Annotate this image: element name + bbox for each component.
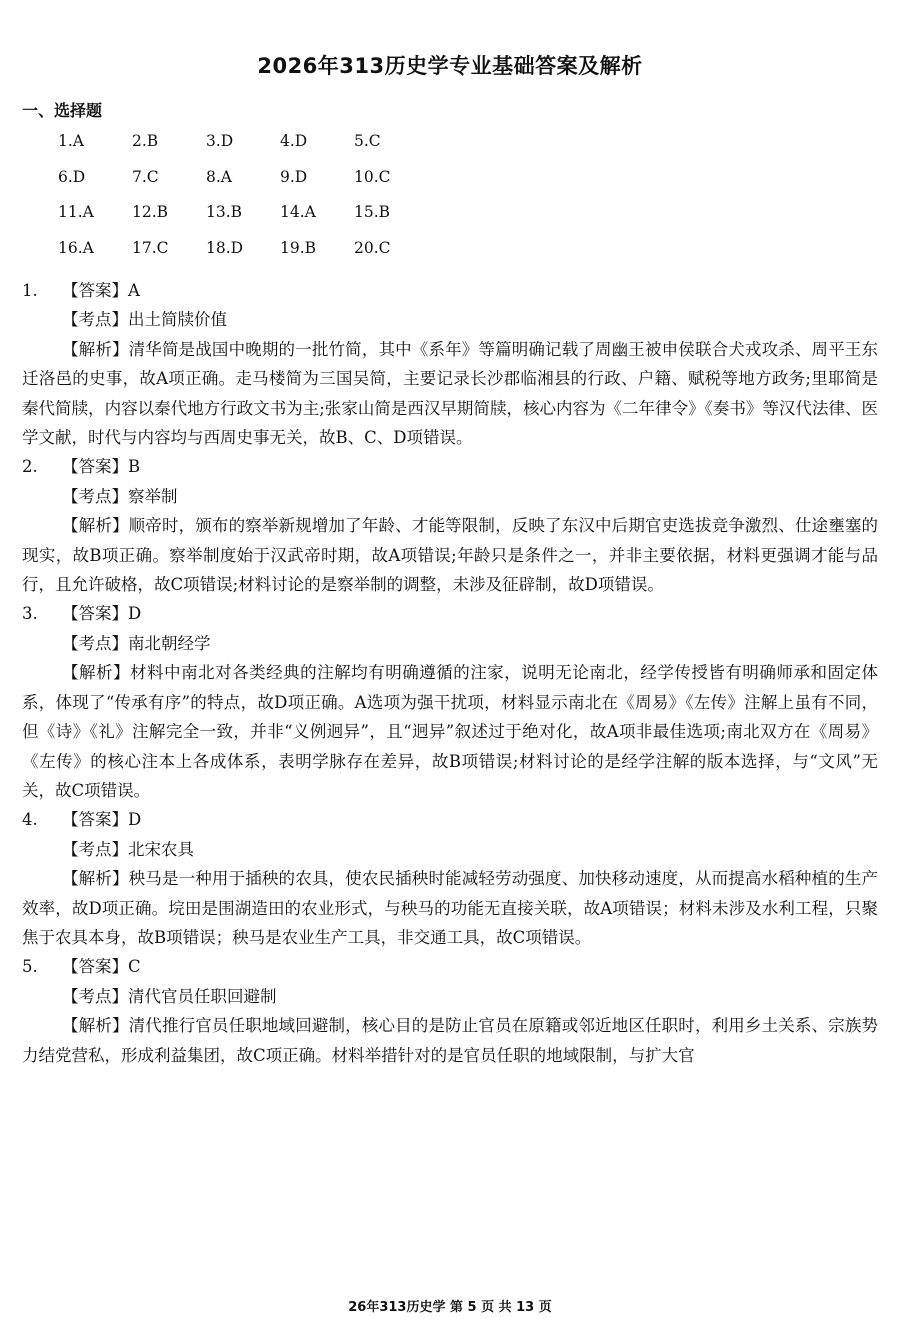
analysis-paragraph: 【解析】顺帝时，颁布的察举新规增加了年龄、才能等限制，反映了东汉中后期官吏选拔竞争激烈、仕途壅塞的现实，故B项正确。察举制度始于汉武帝时期，故A项错误;年龄只是条件之一，并非主要依据，材料更强调才能与品行，且允许破格，故C项错误;材料讨论的是察举制的调整，未涉及征辟制，故D项错误。 [22, 516, 878, 595]
answer-item: 8.A [206, 167, 232, 186]
answer-item: 18.D [206, 238, 244, 257]
exam-point: 【考点】出土简牍价值 [62, 310, 227, 330]
question-answer-line [22, 276, 878, 305]
question-answer-line [22, 452, 878, 481]
question-number: 1. [22, 281, 38, 300]
exam-point: 【考点】北宋农具 [62, 839, 194, 859]
answer-item: 5.C [354, 132, 381, 150]
page-footer: 26年313历史学 第 5 页 共 13 页 [348, 1300, 552, 1315]
answer-item: 9.D [280, 167, 308, 186]
document-title: 2026年313历史学专业基础答案及解析 [257, 54, 643, 78]
answer-item: 14.A [280, 203, 316, 221]
exam-point: 【考点】察举制 [62, 486, 178, 506]
answer-item: 15.B [354, 203, 391, 221]
answer-item: 20.C [354, 238, 391, 257]
answer-item: 3.D [206, 132, 234, 150]
answer-item: 13.B [206, 203, 243, 221]
analysis-paragraph: 【解析】材料中南北对各类经典的注解均有明确遵循的注家，说明无论南北，经学传授皆有明确师承和固定体系，体现了“传承有序”的特点，故D项正确。A选项为强干扰项，材料显示南北在《周易》《左传》注解上虽有不同，但《诗》《礼》注解完全一致，并非“义例迥异”，且“迥异”叙述过于绝对化，故A项非最佳选项;南北双方在《周易》《左传》的核心注本上各成体系，表明学脉存在差异，故B项错误;材料讨论的是经学注解的版本选择，与“文风”无关，故C项错误。 [22, 663, 878, 800]
explanation-item [22, 952, 878, 1070]
explanation-item [22, 276, 878, 452]
question-answer-line [22, 805, 878, 834]
question-number: 2. [22, 457, 38, 477]
answer-item: 16.A [58, 238, 94, 257]
analysis-paragraph: 【解析】清代推行官员任职地域回避制，核心目的是防止官员在原籍或邻近地区任职时，利用乡土关系、宗族势力结党营私，形成利益集团，故C项正确。材料举措针对的是官员任职的地域限制，与扩大官 [22, 1016, 878, 1065]
question-answer-line [22, 599, 878, 628]
answer-item: 6.D [58, 167, 86, 186]
answer-item: 12.B [132, 203, 169, 221]
question-answer-line [22, 952, 878, 981]
question-number: 3. [22, 604, 38, 624]
answer-label: 【答案】C [62, 957, 141, 977]
answer-item: 4.D [280, 132, 308, 150]
answer-key-grid [58, 132, 428, 274]
answer-label: 【答案】D [62, 604, 142, 624]
answer-item: 2.B [132, 132, 159, 150]
answer-label: 【答案】B [62, 457, 141, 477]
answer-item: 17.C [132, 238, 169, 257]
answer-label: 【答案】A [62, 281, 140, 300]
answer-label: 【答案】D [62, 810, 142, 830]
exam-point: 【考点】南北朝经学 [62, 633, 211, 653]
explanation-item [22, 805, 878, 952]
analysis-paragraph: 【解析】秧马是一种用于插秧的农具，使农民插秧时能减轻劳动强度、加快移动速度，从而提高水稻种植的生产效率，故D项正确。垸田是围湖造田的农业形式，与秧马的功能无直接关联，故A项错误；材料未涉及水利工程，只聚焦于农具本身，故B项错误；秧马是农业生产工具，非交通工具，故C项错误。 [22, 869, 878, 947]
explanation-item [22, 599, 878, 805]
answer-item: 11.A [58, 203, 94, 221]
answer-item: 19.B [280, 238, 317, 257]
explanation-item [22, 452, 878, 599]
section-heading: 一、选择题 [22, 101, 103, 120]
answer-item: 10.C [354, 167, 391, 186]
answer-item: 1.A [58, 132, 84, 150]
answer-item: 7.C [132, 167, 159, 186]
analysis-paragraph: 【解析】清华简是战国中晚期的一批竹简，其中《系年》等篇明确记载了周幽王被申侯联合犬戎攻杀、周平王东迁洛邑的史事，故A项正确。走马楼简为三国吴简，主要记录长沙郡临湘县的行政、户籍、赋税等地方政务;里耶简是秦代简牍，内容以秦代地方行政文书为主;张家山简是西汉早期简牍，核心内容为《二年律令》《奏书》等汉代法律、医学文献，时代与内容均与西周史事无关，故B、C、D项错误。 [22, 339, 878, 448]
question-number: 5. [22, 957, 38, 977]
question-number: 4. [22, 810, 38, 830]
exam-point: 【考点】清代官员任职回避制 [62, 986, 277, 1006]
explanations-list [22, 276, 878, 1070]
